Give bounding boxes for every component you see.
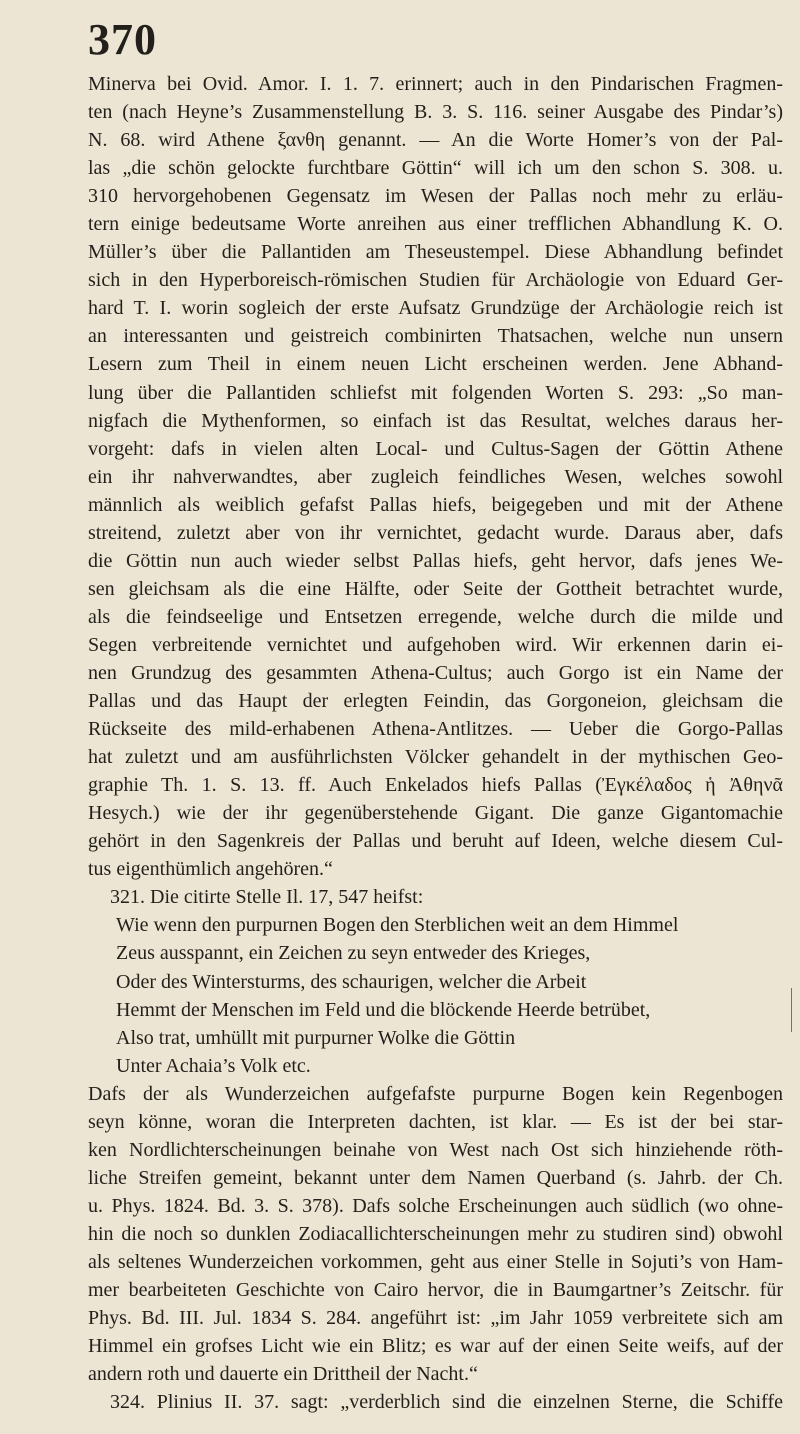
- text-line: hin die noch so dunklen Zodiacallichterscheinungen mehr zu studiren sind) obwohl: [88, 1222, 783, 1245]
- text-line: sich in den Hyperboreisch-römischen Studien für Archäologie von Eduard Ger-: [88, 269, 783, 292]
- text-line: hard T. I. worin sogleich der erste Aufsatz Grundzüge der Archäologie reich ist: [88, 297, 783, 320]
- text-line: u. Phys. 1824. Bd. 3. S. 378). Dafs solche Erscheinungen auch südlich (wo ohne-: [88, 1194, 783, 1217]
- text-line: Dafs der als Wunderzeichen aufgefafste purpurne Bogen kein Regenbogen: [88, 1082, 783, 1105]
- text-line: streitend, zuletzt aber von ihr vernichtet, gedacht wurde. Daraus aber, dafs: [88, 521, 783, 544]
- section-heading-321: 321. Die citirte Stelle Il. 17, 547 heifst:: [110, 886, 424, 909]
- text-line: ten (nach Heyne’s Zusammenstellung B. 3. S. 116. seiner Ausgabe des Pindar’s): [88, 101, 783, 124]
- text-line: Minerva bei Ovid. Amor. I. 1. 7. erinnert; auch in den Pindarischen Fragmen-: [88, 73, 783, 95]
- verse-line: Also trat, umhüllt mit purpurner Wolke die Göttin: [116, 1026, 516, 1049]
- text-line: männlich als weiblich gefafst Pallas hiefs, beigegeben und mit der Athene: [88, 493, 783, 516]
- text-line: ein ihr nahverwandtes, aber zugleich feindliches Wesen, welches sowohl: [88, 465, 783, 488]
- verse-line: Hemmt der Menschen im Feld und die blöckende Heerde betrübet,: [116, 998, 651, 1021]
- text-line: las „die schön gelockte furchtbare Göttin“ will ich um den schon S. 308. u.: [88, 157, 783, 180]
- text-line: Himmel ein grofses Licht wie ein Blitz; es war auf der einen Seite weifs, auf der: [88, 1335, 783, 1358]
- text-line: Lesern zum Theil in einem neuen Licht erscheinen werden. Jene Abhand-: [88, 353, 783, 376]
- text-line: liche Streifen gemeint, bekannt unter dem Namen Querband (s. Jahrb. der Ch.: [88, 1166, 783, 1189]
- text-line: gehört in den Sagenkreis der Pallas und beruht auf Ideen, welche diesem Cul-: [88, 830, 783, 853]
- text-line: vorgeht: dafs in vielen alten Local- und Cultus-Sagen der Göttin Athene: [88, 437, 783, 460]
- text-line: tern einige bedeutsame Worte anreihen aus einer trefflichen Abhandlung K. O.: [88, 213, 783, 236]
- text-line: als die feindseelige und Entsetzen erregende, welche durch die milde und: [88, 605, 783, 628]
- verse-line: Zeus ausspannt, ein Zeichen zu seyn entweder des Krieges,: [116, 942, 591, 965]
- text-line: an interessanten und geistreich combinirten Thatsachen, welche nun unsern: [88, 325, 783, 348]
- margin-mark: [791, 988, 792, 1032]
- text-line: lung über die Pallantiden schliefst mit folgenden Worten S. 293: „So man-: [88, 381, 783, 404]
- section-heading-324: 324. Plinius II. 37. sagt: „verderblich sind die einzelnen Sterne, die Schiffe: [110, 1391, 783, 1414]
- text-line: Segen verbreitende vernichtet und aufgehoben wird. Wir erkennen darin ei-: [88, 633, 783, 656]
- text-line: nen Grundzug des gesammten Athena-Cultus; auch Gorgo ist ein Name der: [88, 661, 783, 684]
- text-line: die Göttin nun auch wieder selbst Pallas hiefs, geht hervor, dafs jenes We-: [88, 549, 783, 572]
- text-line: andern roth und dauerte ein Drittheil der Nacht.“: [88, 1363, 478, 1386]
- text-line: seyn könne, woran die Interpreten dachten, ist klar. — Es ist der bei star-: [88, 1110, 783, 1133]
- text-line: Müller’s über die Pallantiden am Theseustempel. Diese Abhandlung befindet: [88, 241, 783, 264]
- text-line: graphie Th. 1. S. 13. ff. Auch Enkelados hiefs Pallas (Ἐγκέλαδος ἡ Ἀθηνᾶ: [88, 774, 783, 797]
- text-line: nigfach die Mythenformen, so einfach ist das Resultat, welches daraus her-: [88, 409, 783, 432]
- text-line: als seltenes Wunderzeichen vorkommen, geht aus einer Stelle in Sojuti’s von Ham-: [88, 1250, 783, 1273]
- page-number: 370: [88, 15, 157, 64]
- text-line: N. 68. wird Athene ξανθη genannt. — An die Worte Homer’s von der Pal-: [88, 129, 783, 152]
- page-text: [88, 70, 783, 1416]
- verse-line: Wie wenn den purpurnen Bogen den Sterblichen weit an dem Himmel: [116, 914, 679, 937]
- verse-line: Unter Achaia’s Volk etc.: [116, 1054, 311, 1077]
- text-line: hat zuletzt und am ausführlichsten Völcker gehandelt in der mythischen Geo-: [88, 746, 783, 769]
- text-line: sen gleichsam als die eine Hälfte, oder Seite der Gottheit betrachtet wurde,: [88, 577, 783, 600]
- verse-line: Oder des Wintersturms, des schaurigen, welcher die Arbeit: [116, 970, 587, 993]
- text-line: tus eigenthümlich angehören.“: [88, 858, 333, 881]
- text-line: Phys. Bd. III. Jul. 1834 S. 284. angeführt ist: „im Jahr 1059 verbreitete sich am: [88, 1307, 783, 1330]
- text-line: Rückseite des mild-erhabenen Athena-Antlitzes. — Ueber die Gorgo-Pallas: [88, 718, 783, 741]
- text-line: Pallas und das Haupt der erlegten Feindin, das Gorgoneion, gleichsam die: [88, 690, 783, 713]
- text-line: 310 hervorgehobenen Gegensatz im Wesen der Pallas noch mehr zu erläu-: [88, 185, 783, 208]
- text-line: mer bearbeiteten Geschichte von Cairo hervor, die in Baumgartner’s Zeitschr. für: [88, 1279, 783, 1302]
- text-line: ken Nordlichterscheinungen beinahe von West nach Ost sich hinziehende röth-: [88, 1138, 783, 1161]
- text-line: Hesych.) wie der ihr gegenüberstehende Gigant. Die ganze Gigantomachie: [88, 802, 783, 825]
